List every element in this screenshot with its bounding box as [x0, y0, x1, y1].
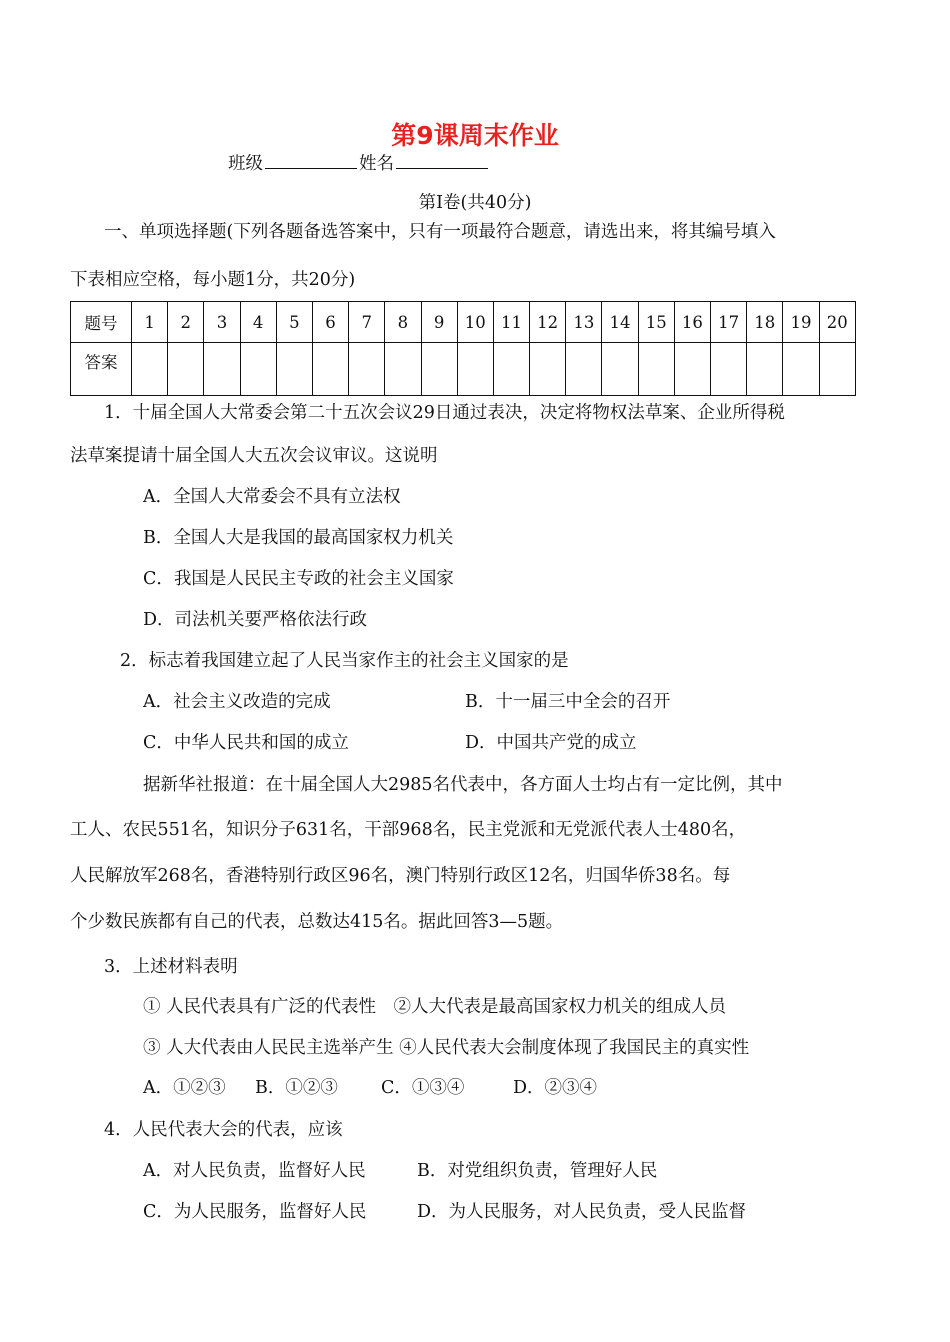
- table-number-cell: 20: [819, 302, 855, 343]
- name-blank[interactable]: [396, 167, 488, 169]
- page-title: 第9课周末作业: [391, 121, 559, 150]
- table-number-cell: 3: [204, 302, 240, 343]
- q3-option-a: A．①②③: [143, 1078, 226, 1098]
- table-number-cell: 8: [385, 302, 421, 343]
- q3-stem: 3．上述材料表明: [104, 957, 238, 977]
- answer-cell[interactable]: [457, 343, 493, 396]
- answer-cell[interactable]: [240, 343, 276, 396]
- table-number-cell: 18: [747, 302, 783, 343]
- section-instruction-line1: 一、单项选择题(下列各题备选答案中，只有一项最符合题意，请选出来，将其编号填入: [104, 222, 776, 242]
- q4-stem: 4．人民代表大会的代表，应该: [104, 1120, 343, 1140]
- q4-option-c: C．为人民服务，监督好人民: [143, 1202, 367, 1222]
- table-number-cell: 5: [276, 302, 312, 343]
- section-instruction-line2: 下表相应空格，每小题1分，共20分): [70, 270, 356, 290]
- class-name-line: [228, 150, 490, 175]
- q1-option-b: B．全国人大是我国的最高国家权力机关: [143, 528, 454, 548]
- table-number-cell: 19: [783, 302, 819, 343]
- answer-cell[interactable]: [674, 343, 710, 396]
- answer-cell[interactable]: [168, 343, 204, 396]
- q4-option-b: B．对党组织负责，管理好人民: [417, 1161, 658, 1181]
- answer-cell[interactable]: [204, 343, 240, 396]
- answer-cell[interactable]: [421, 343, 457, 396]
- table-number-cell: 11: [493, 302, 529, 343]
- q1-stem-line1: 1．十届全国人大常委会第二十五次会议29日通过表决，决定将物权法草案、企业所得税: [104, 403, 785, 423]
- answer-cell[interactable]: [783, 343, 819, 396]
- q3-statements-1-2: ① 人民代表具有广泛的代表性 ②人大代表是最高国家权力机关的组成人员: [143, 997, 727, 1017]
- table-number-cell: 10: [457, 302, 493, 343]
- q3-option-b: B．①②③: [255, 1078, 338, 1098]
- q2-stem: 2．标志着我国建立起了人民当家作主的社会主义国家的是: [120, 651, 569, 671]
- q2-option-a: A．社会主义改造的完成: [143, 692, 331, 712]
- answer-cell[interactable]: [530, 343, 566, 396]
- material-line2: 工人、农民551名，知识分子631名，干部968名，民主党派和无党派代表人士480名，: [70, 820, 747, 840]
- answer-cell[interactable]: [132, 343, 168, 396]
- q3-statements-3-4: ③ 人大代表由人民民主选举产生 ④人民代表大会制度体现了我国民主的真实性: [143, 1038, 750, 1058]
- q3-option-c: C．①③④: [381, 1078, 465, 1098]
- table-number-cell: 17: [711, 302, 747, 343]
- answer-cell[interactable]: [312, 343, 348, 396]
- q2-option-b: B．十一届三中全会的召开: [465, 692, 671, 712]
- answer-cell[interactable]: [747, 343, 783, 396]
- table-row-answers: [71, 343, 856, 396]
- q1-option-c: C．我国是人民民主专政的社会主义国家: [143, 569, 454, 589]
- answer-cell[interactable]: [349, 343, 385, 396]
- q1-stem-line2: 法草案提请十届全国人大五次会议审议。这说明: [70, 446, 438, 466]
- table-number-cell: 13: [566, 302, 602, 343]
- q1-option-a: A．全国人大常委会不具有立法权: [143, 487, 401, 507]
- table-row-numbers: [71, 302, 856, 343]
- name-label: 姓名: [359, 154, 394, 174]
- class-blank[interactable]: [265, 167, 357, 169]
- q4-option-a: A．对人民负责，监督好人民: [143, 1161, 366, 1181]
- q4-option-d: D．为人民服务，对人民负责，受人民监督: [417, 1202, 747, 1222]
- class-label: 班级: [228, 154, 263, 174]
- table-number-cell: 7: [349, 302, 385, 343]
- material-line4: 个少数民族都有自己的代表，总数达415名。据此回答3—5题。: [70, 912, 564, 932]
- table-number-cell: 6: [312, 302, 348, 343]
- answer-cell[interactable]: [638, 343, 674, 396]
- q2-option-c: C．中华人民共和国的成立: [143, 733, 349, 753]
- table-header-number: 题号: [71, 302, 132, 343]
- answer-cell[interactable]: [711, 343, 747, 396]
- table-number-cell: 4: [240, 302, 276, 343]
- answer-cell[interactable]: [276, 343, 312, 396]
- table-number-cell: 1: [132, 302, 168, 343]
- table-number-cell: 14: [602, 302, 638, 343]
- q1-option-d: D．司法机关要严格依法行政: [143, 610, 368, 630]
- q3-option-d: D．②③④: [513, 1078, 598, 1098]
- volume-heading: 第Ⅰ卷(共40分): [418, 193, 532, 213]
- answer-cell[interactable]: [493, 343, 529, 396]
- table-number-cell: 15: [638, 302, 674, 343]
- table-number-cell: 12: [530, 302, 566, 343]
- table-number-cell: 16: [674, 302, 710, 343]
- answer-cell[interactable]: [385, 343, 421, 396]
- answer-cell[interactable]: [566, 343, 602, 396]
- material-line3: 人民解放军268名，香港特别行政区96名，澳门特别行政区12名，归国华侨38名。每: [70, 866, 731, 886]
- q2-option-d: D．中国共产党的成立: [465, 733, 637, 753]
- table-header-answer: 答案: [71, 343, 132, 396]
- table-number-cell: 9: [421, 302, 457, 343]
- material-line1: 据新华社报道：在十届全国人大2985名代表中，各方面人士均占有一定比例，其中: [143, 775, 783, 795]
- answer-cell[interactable]: [819, 343, 855, 396]
- answer-cell[interactable]: [602, 343, 638, 396]
- table-number-cell: 2: [168, 302, 204, 343]
- answer-table: [70, 301, 856, 396]
